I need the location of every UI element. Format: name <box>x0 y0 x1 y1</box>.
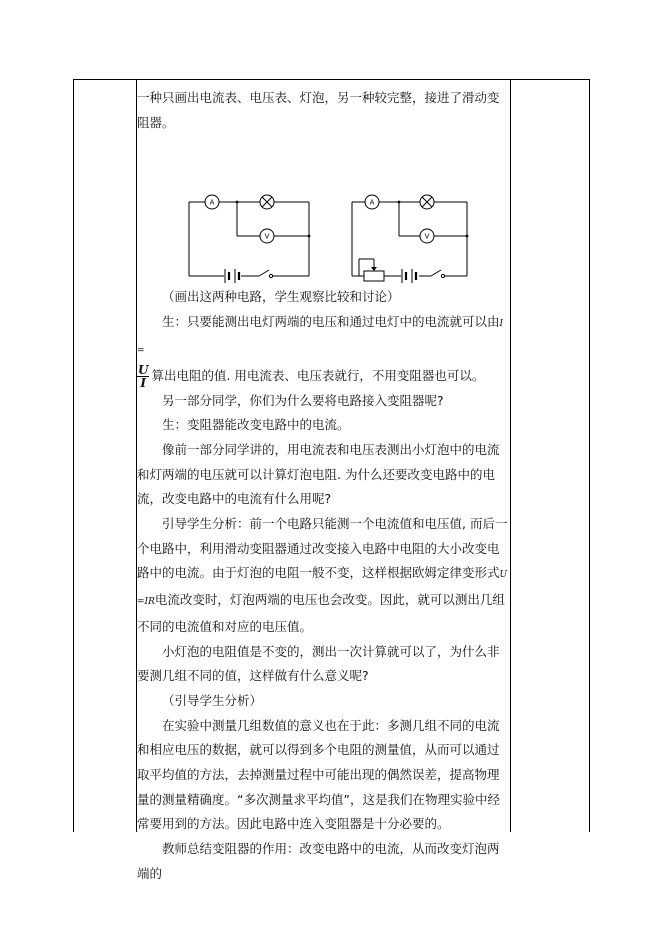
circuit-diagrams-svg <box>137 135 510 285</box>
table-border-right <box>589 79 590 832</box>
switch-icon <box>269 275 272 278</box>
paragraph-8: 教师总结变阻器的作用：改变电路中的电流，从而改变灯泡两端的 <box>137 841 500 881</box>
paragraph-4-after: 电流改变时，灯泡两端的电压也会改变。因此，就可以测出几组不同的电流值和对应的电压值。 <box>137 592 505 634</box>
voltmeter-label: V <box>264 232 270 241</box>
paragraph-7: 在实验中测量几组数值的意义也在于此：多测几组不同的电流和相应电压的数据，就可以得到多个电阻的测量值，从而可以通过取平均值的方法，去掉测量过程中可能出现的偶然误差，提高物理量的测量精确度。“多次测量求平均值”，这是我们在物理实验中经常要用到的方法。因此电路中连入变阻器是十分必要的。 <box>137 717 500 832</box>
paragraph-6: （引导学生分析） <box>162 692 263 708</box>
table-border-top <box>73 79 590 80</box>
answer-1-continued <box>137 364 510 389</box>
paragraph-3: 像前一部分同学讲的，用电流表和电压表测出小灯泡中的电流和灯两端的电压就可以计算灯泡电阻. 为什么还要改变电路中的电流，改变电路中的电流有什么用呢? <box>137 441 500 507</box>
paragraph-4 <box>137 512 510 640</box>
answer-2: 生：变阻器能改变电路中的电流。 <box>162 417 350 433</box>
fraction-denominator: I <box>140 375 147 390</box>
voltmeter-label: V <box>424 232 430 241</box>
paragraph-5: 小灯泡的电阻值是不变的，测出一次计算就可以了，为什么非要测几组不同的值，这样做有什么意义呢? <box>137 643 500 684</box>
circuit-right <box>352 195 467 283</box>
rheostat-icon <box>364 271 384 281</box>
table-content-cell <box>137 86 510 887</box>
answer-1-suffix: 算出电阻的值. 用电流表、电压表就行，不用变阻器也可以。 <box>151 367 485 383</box>
ammeter-label: A <box>209 198 215 207</box>
paragraph-4-before: 引导学生分析：前一个电路只能测一个电流值和电压值, 而后一个电路中，利用滑动变阻器通过改变接入电路中电阻的大小改变电路中的电流。由于灯泡的电阻一般不变，这样根据欧姆定律变形式 <box>137 516 508 581</box>
ammeter-label: A <box>369 198 375 207</box>
answer-1-prefix: 生：只要能测出电灯两端的电压和通过电灯中的电流就可以由 <box>162 314 500 330</box>
switch-icon <box>441 275 444 278</box>
circuit-left <box>189 195 309 283</box>
table-divider-2 <box>510 79 511 832</box>
table-border-left <box>73 79 74 832</box>
formula-ohms-law: U=IR <box>137 570 508 608</box>
answer-1 <box>137 310 510 363</box>
circuit-diagrams <box>137 135 510 285</box>
formula-inline: I= <box>137 319 504 356</box>
intro-line: 一种只画出电流表、电压表、灯泡，另一种较完整，接进了滑动变阻器。 <box>137 90 500 130</box>
fraction-u-over-i <box>137 364 149 389</box>
caption: （画出这两种电路，学生观察比较和讨论） <box>162 289 400 305</box>
question-2: 另一部分同学，你们为什么要将电路接入变阻器呢? <box>162 392 444 408</box>
fraction-numerator: U <box>138 362 149 377</box>
